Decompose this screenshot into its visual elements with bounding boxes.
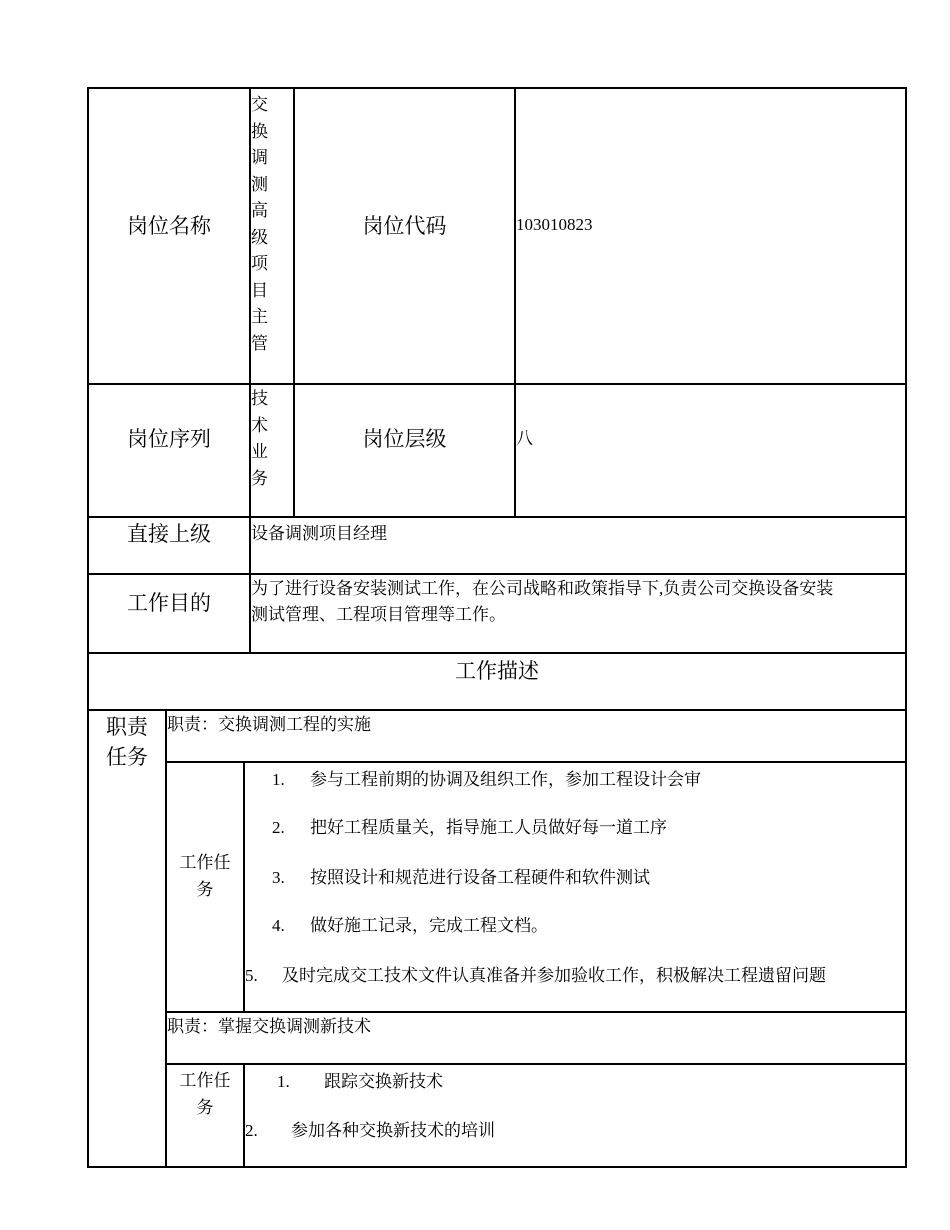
task-number: 1. [277, 1072, 290, 1091]
duty-2-task-item [245, 1119, 495, 1143]
position-series-value: 技术业务 [251, 389, 268, 488]
duty-1-task-item [272, 914, 548, 938]
duties-label-line-2: 任务 [106, 745, 148, 769]
position-code-value: 103010823 [516, 215, 593, 234]
duty-1-task-label-line-1: 工作任 [179, 853, 231, 872]
work-description-title: 工作描述 [455, 659, 539, 683]
task-number: 4. [272, 916, 285, 935]
task-text: 及时完成交工技术文件认真准备并参加验收工作，积极解决工程遗留问题 [282, 966, 826, 985]
duty-1-task-item [272, 866, 650, 890]
task-number: 2. [272, 818, 285, 837]
duty-1-task-label-line-2: 务 [196, 880, 214, 899]
duty-1-task-item [272, 816, 667, 840]
duty-1-task-item [245, 964, 826, 988]
direct-superior-value: 设备调测项目经理 [251, 524, 387, 543]
duty-1-title: 职责：交换调测工程的实施 [167, 715, 371, 734]
work-purpose-line-1: 为了进行设备安装测试工作，在公司战略和政策指导下,负责公司交换设备安装 [251, 579, 834, 598]
duty-2-title: 职责：掌握交换调测新技术 [167, 1017, 371, 1036]
position-series-label: 岗位序列 [127, 427, 211, 451]
task-text: 按照设计和规范进行设备工程硬件和软件测试 [310, 868, 650, 887]
duties-label-line-1: 职责 [106, 715, 148, 739]
position-code-label: 岗位代码 [362, 214, 447, 238]
task-text: 把好工程质量关，指导施工人员做好每一道工序 [310, 818, 667, 837]
position-name-value: 交换调测高级项目主管 [251, 95, 268, 353]
work-purpose-label: 工作目的 [127, 591, 211, 615]
duty-2-task-label-line-1: 工作任 [179, 1071, 231, 1090]
task-number: 3. [272, 868, 285, 887]
duty-2-task-label-line-2: 务 [196, 1098, 214, 1117]
duty-1-task-item [272, 768, 701, 792]
direct-superior-label: 直接上级 [127, 522, 211, 546]
position-level-label: 岗位层级 [362, 427, 447, 451]
task-text: 参与工程前期的协调及组织工作，参加工程设计会审 [310, 770, 701, 789]
position-name-label: 岗位名称 [127, 214, 211, 238]
task-text: 做好施工记录，完成工程文档。 [310, 916, 548, 935]
task-number: 2. [245, 1121, 258, 1140]
position-level-value: 八 [516, 429, 533, 448]
duty-2-task-item [277, 1070, 443, 1094]
work-purpose-line-2: 测试管理、工程项目管理等工作。 [251, 605, 506, 624]
task-number: 5. [245, 966, 258, 985]
task-text: 参加各种交换新技术的培训 [291, 1121, 495, 1140]
task-number: 1. [272, 770, 285, 789]
task-text: 跟踪交换新技术 [324, 1072, 443, 1091]
